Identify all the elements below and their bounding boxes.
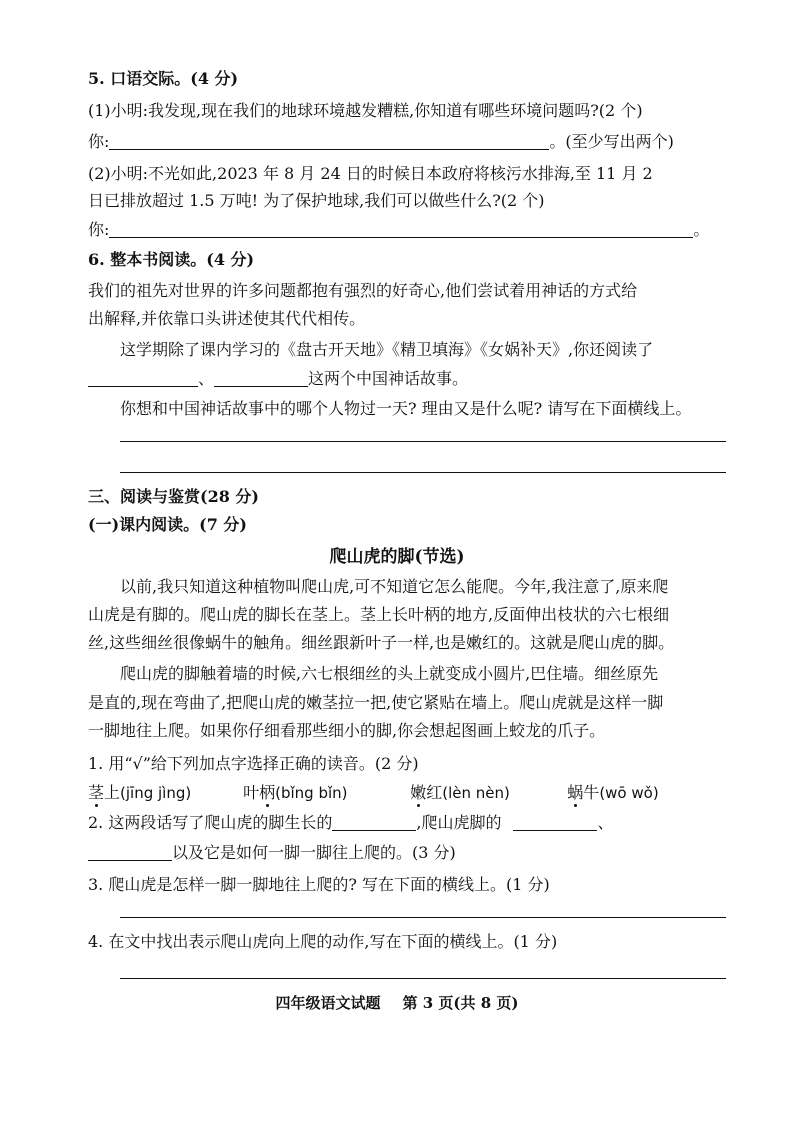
read-q2-line1: 2. 这两段话写了爬山虎的脚生长的 ,爬山虎脚的 、 (88, 813, 614, 832)
q6-para2-end: 这两个中国神话故事。 (308, 369, 469, 388)
answer-blank-5-1[interactable] (109, 133, 549, 150)
you-label: 你: (88, 220, 110, 239)
answer-line-6-2[interactable] (120, 472, 726, 473)
passage-para2-line1: 爬山虎的脚触着墙的时候,六七根细丝的头上就变成小圆片,巴住墙。细丝原先 (120, 664, 659, 683)
answer-line-q3[interactable] (120, 917, 726, 918)
answer-blank-q2-3[interactable] (88, 844, 172, 861)
q5-part2-line2: 日已排放超过 1.5 万吨! 为了保护地球,我们可以做些什么?(2 个) (88, 191, 545, 210)
passage-title: 爬山虎的脚(节选) (329, 547, 465, 567)
answer-line-q4[interactable] (120, 978, 726, 979)
passage-para2-line2: 是直的,现在弯曲了,把爬山虎的嫩茎拉一把,使它紧贴在墙上。爬山虎就是这样一脚 (88, 693, 664, 712)
q6-para3: 你想和中国神话故事中的哪个人物过一天? 理由又是什么呢? 请写在下面横线上。 (120, 399, 692, 418)
answer-blank-q2-1[interactable] (332, 814, 416, 831)
q6-title: 6. 整本书阅读。(4 分) (88, 250, 255, 269)
passage-para1-line2: 山虎是有脚的。爬山虎的脚长在茎上。茎上长叶柄的地方,反面伸出枝状的六七根细 (88, 605, 670, 624)
pinyin-item-1[interactable]: 茎上(jīng jìng) (88, 783, 192, 802)
q6-para1-line1: 我们的祖先对世界的许多问题都抱有强烈的好奇心,他们尝试着用神话的方式给 (88, 281, 638, 300)
passage-para2-line3: 一脚地往上爬。如果你仔细看那些细小的脚,你会想起图画上蛟龙的爪子。 (88, 721, 606, 740)
answer-line-6-1[interactable] (120, 441, 726, 442)
read-q3: 3. 爬山虎是怎样一脚一脚地往上爬的? 写在下面的横线上。(1 分) (88, 875, 550, 894)
footer-page-number: 第 3 页(共 8 页) (402, 994, 519, 1012)
you-label: 你: (88, 132, 110, 151)
q5-title: 5. 口语交际。(4 分) (88, 69, 239, 88)
q5-answer2-end: 。 (693, 220, 710, 239)
answer-blank-6-myth2[interactable] (214, 370, 308, 387)
section3-title: 三、阅读与鉴赏(28 分) (88, 487, 259, 506)
passage-para1-line1: 以前,我只知道这种植物叫爬山虎,可不知道它怎么能爬。今年,我注意了,原来爬 (120, 577, 669, 596)
read-q2-line2: 以及它是如何一脚一脚往上爬的。(3 分) (88, 842, 724, 864)
q5-answer2-line (88, 219, 724, 241)
q6-separator: 、 (198, 369, 215, 388)
answer-blank-6-myth1[interactable] (88, 370, 198, 387)
passage-para1-line3: 丝,这些细丝很像蜗牛的触角。细丝跟新叶子一样,也是嫩红的。这就是爬山虎的脚。 (88, 633, 675, 652)
pinyin-item-3[interactable]: 嫩红(lèn nèn) (410, 783, 510, 802)
answer-blank-5-2[interactable] (109, 221, 693, 238)
page-footer (0, 993, 794, 1013)
section3-subtitle: (一)课内阅读。(7 分) (88, 515, 247, 534)
footer-subject: 四年级语文试题 (275, 994, 381, 1012)
read-q4: 4. 在文中找出表示爬山虎向上爬的动作,写在下面的横线上。(1 分) (88, 932, 558, 951)
q5-part2-line1: (2)小明:不光如此,2023 年 8 月 24 日的时候日本政府将核污水排海,至 11 月 2 (88, 164, 653, 183)
q5-part1: (1)小明:我发现,现在我们的地球环境越发糟糕,你知道有哪些环境问题吗?(2 个) (88, 101, 643, 120)
pinyin-item-2[interactable]: 叶柄(bǐng bǐn) (243, 783, 348, 802)
q6-para1-line2: 出解释,并依靠口头讲述使其代代相传。 (88, 309, 366, 328)
pinyin-options-row (88, 782, 724, 804)
q6-myth-blanks-line (88, 368, 724, 390)
answer-blank-q2-2[interactable] (513, 814, 597, 831)
q6-para2: 这学期除了课内学习的《盘古开天地》《精卫填海》《女娲补天》,你还阅读了 (120, 340, 654, 359)
q5-answer1-line (88, 131, 724, 153)
pinyin-item-4[interactable]: 蜗牛(wō wǒ) (567, 783, 659, 802)
q5-answer1-hint: 。(至少写出两个) (549, 132, 674, 151)
read-q1: 1. 用“√”给下列加点字选择正确的读音。(2 分) (88, 754, 419, 773)
